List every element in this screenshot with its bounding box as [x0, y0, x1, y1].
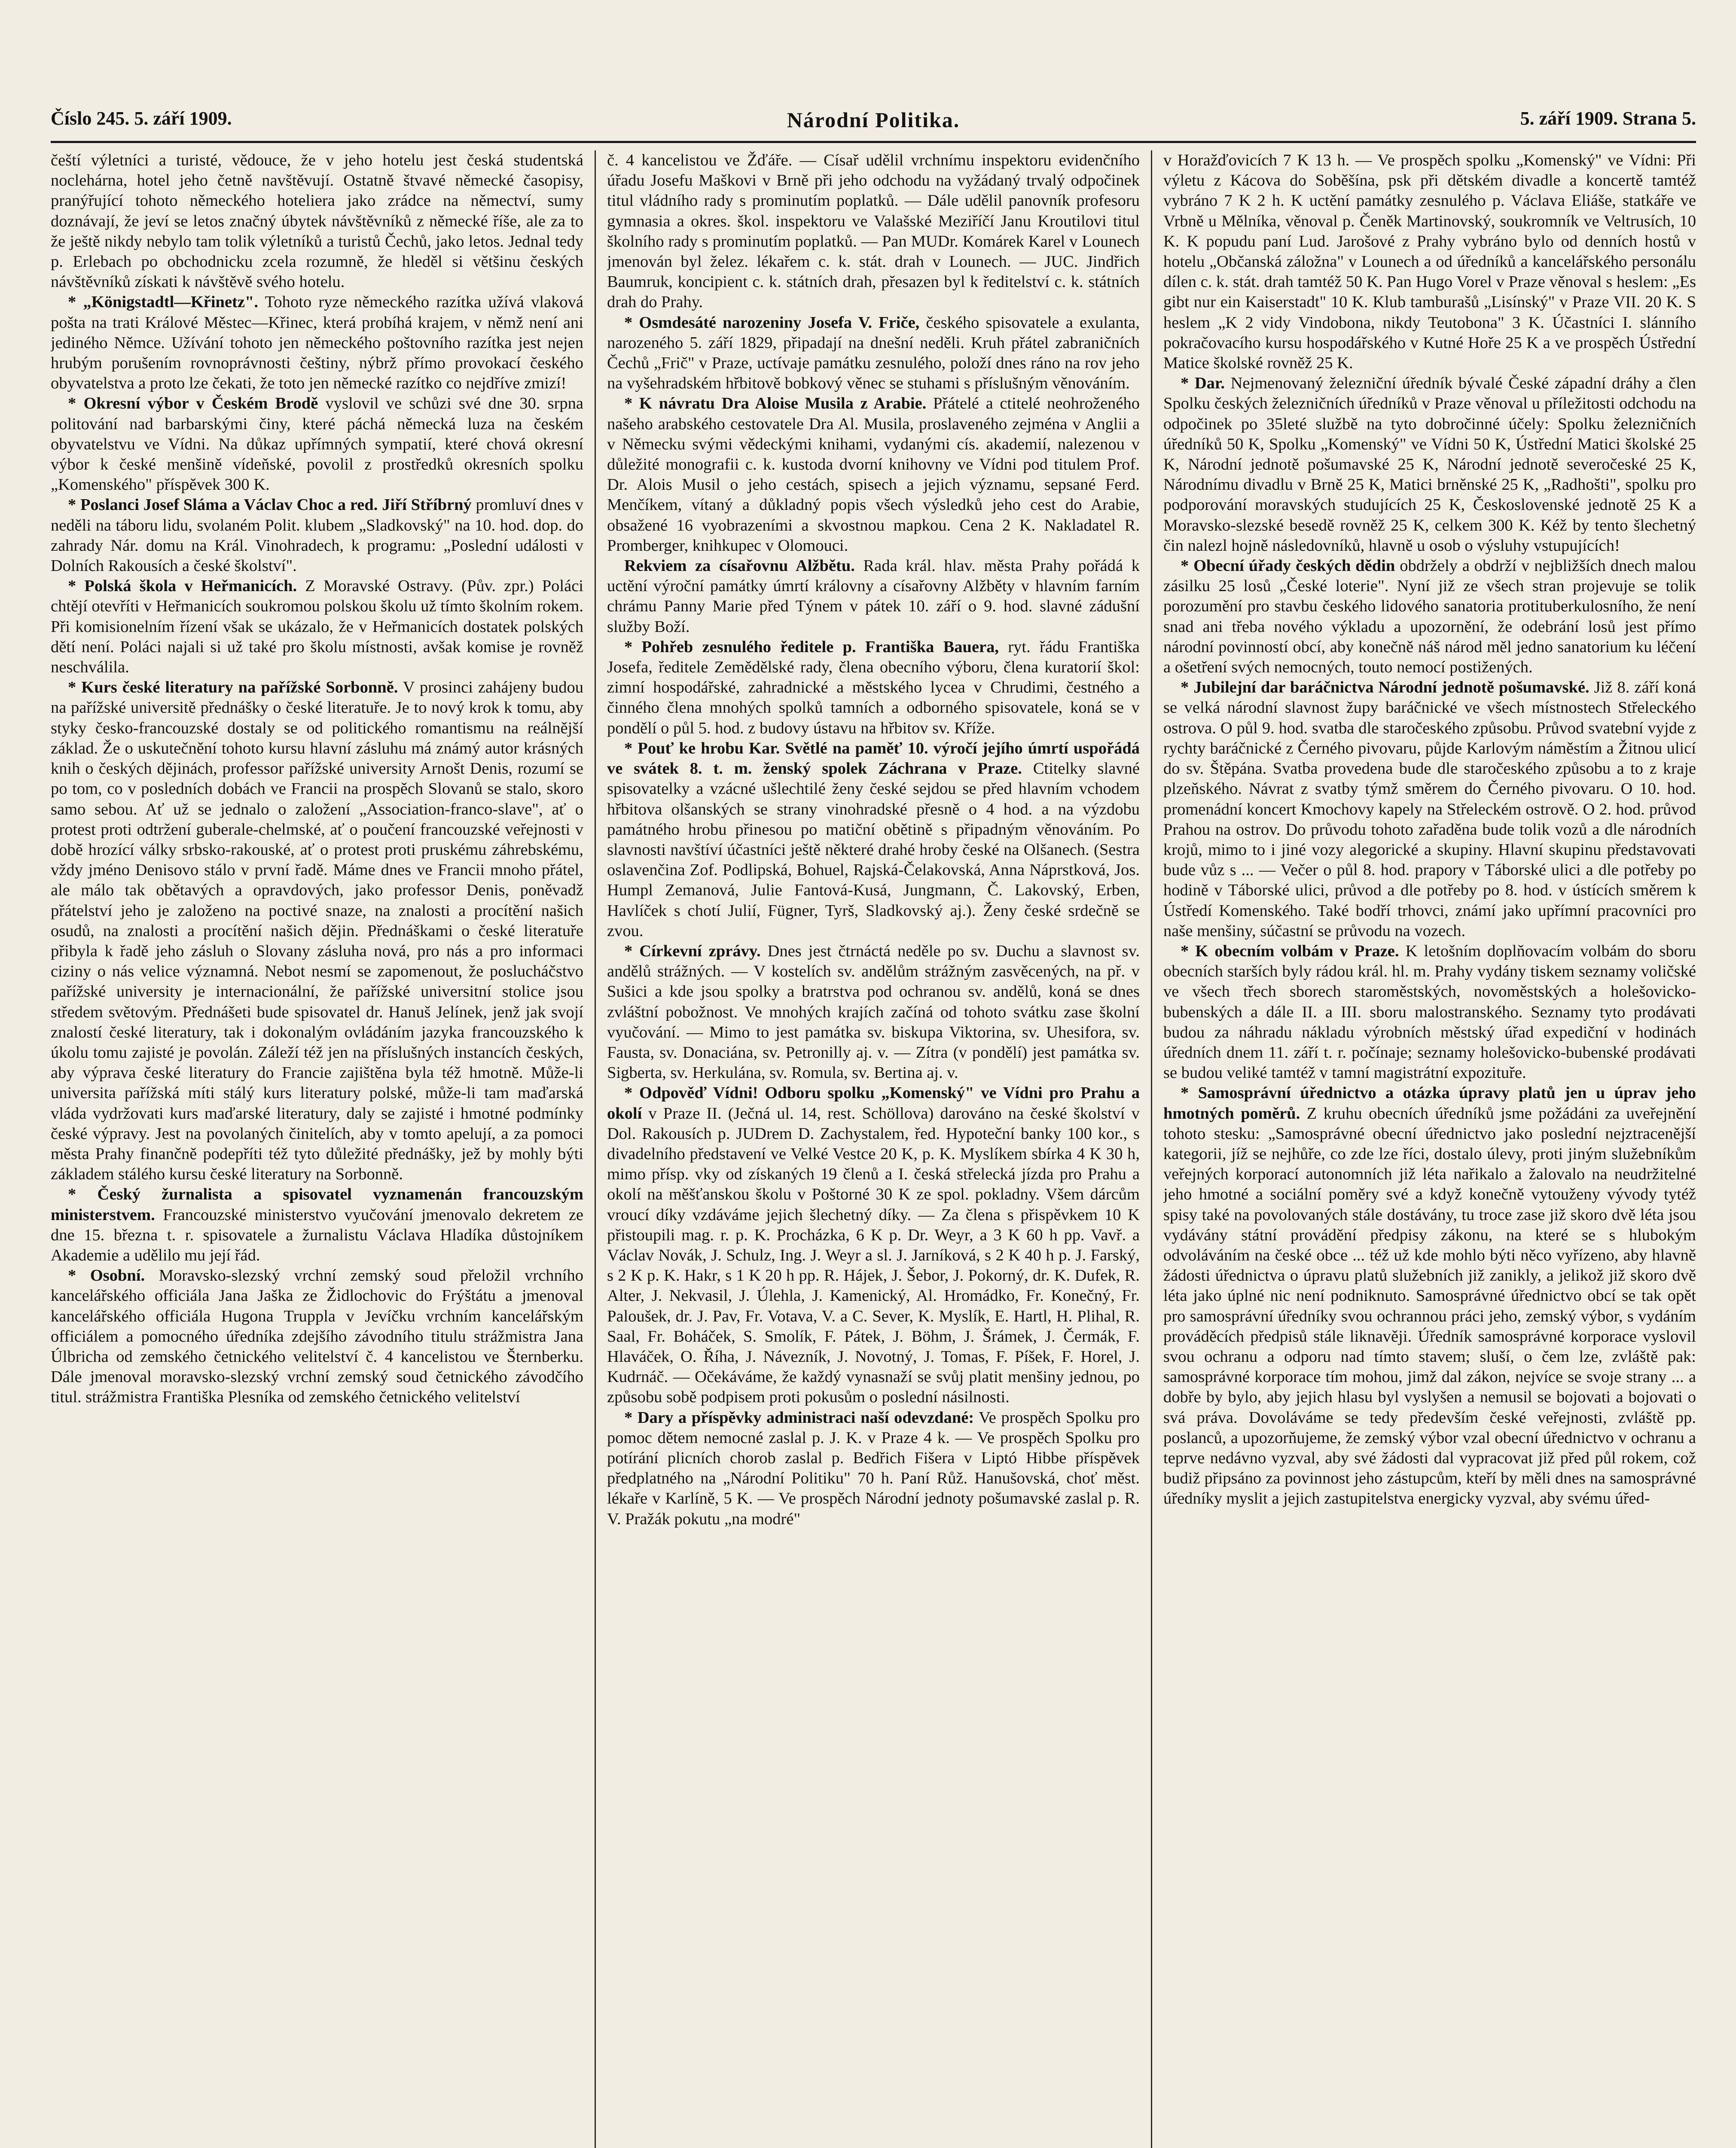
- article-text: Francouzské ministerstvo vyučování jmenovalo dekretem ze dne 15. března t. r. spisovatele a žurnalistu Václava Hladíka důstojníkem Akademie a udělilo mu její řád.: [51, 1205, 583, 1264]
- article-paragraph: [1163, 677, 1696, 941]
- article-text: v Praze II. (Ječná ul. 14, rest. Schöllova) darováno na české školství v Dol. Rakousích p. JUDrem D. Zachystalem, řed. Hypoteční banky 100 kor., s divadelního představení ve Velké Vestce 20 K, p. K. Myslíkem sbírka 4 K 30 h, mimo přísp. vky od získaných 19 členů a I. česká střelecká jízda pro Prahu a okolí na měšťanskou školu v Poštorné 30 K ze spol. pokladny. Všem dárcům vroucí díky vzdáváme jejich šlechetný díky. — Za člena s přispěvkem 10 K přistoupili mag. r. p. K. Procházka, 6 K p. Dr. Weyr, a 3 K 60 h pp. Vavř. a Václav Novák, J. Schulz, Ing. J. Weyr a sl. J. Jarníková, s 2 K 40 h p. J. Farský, s 2 K p. K. Hakr, s 1 K 20 h pp. R. Hájek, J. Šebor, J. Pokorný, dr. K. Dufek, R. Alter, J. Nekvasil, J. Úlehla, J. Kamenický, Al. Hromádko, Fr. Konečný, Fr. Paloušek, dr. J. Pav, Fr. Votava, V. a C. Sever, K. Myslík, E. Hartl, H. Plihal, R. Saal, Fr. Boháček, S. Smolík, F. Pátek, J. Böhm, J. Šrámek, J. Čermák, F. Hlaváček, O. Říha, J. Návezník, J. Novotný, J. Tomas, F. Píšek, F. Horel, J. Kudrnáč. — Očekáváme, že každý vynasnaží se svůj platit menšiny jednou, po způsobu sobě podpisem proti pokusům o poslední násilnosti.: [607, 1104, 1140, 1407]
- article-text: Dnes jest čtrnáctá neděle po sv. Duchu a slavnost sv. andělů strážných. — V kostelích sv. andělům strážným zasvěcených, na př. v Sušici a kde jsou spolky a bratrstva pod ochranou sv. andělů, koná se dnes zvláštní pobožnost. Ve mnohých krajích začíná od tohoto svátku zase školní vyučování. — Mimo to jest památka sv. biskupa Viktorina, sv. Uhesifora, sv. Fausta, sv. Donaciána, sv. Petronilly aj. v. — Zítra (v pondělí) jest památka sv. Sigberta, sv. Herkulána, sv. Romula, sv. Bertina aj. v.: [607, 942, 1140, 1082]
- page-date-number: 5. září 1909. Strana 5.: [1520, 108, 1696, 129]
- column-2: [607, 150, 1140, 2148]
- article-paragraph: [51, 576, 583, 677]
- article-heading: * Pouť ke hrobu Kar. Světlé na paměť 10. výročí jejího úmrtí uspořádá ve svátek 8. t. m. ženský spolek Záchrana v Praze.: [607, 739, 1140, 778]
- newspaper-page: [51, 107, 1696, 2148]
- header-rule: [51, 141, 1696, 143]
- article-heading: Rekviem za císařovnu Alžbětu.: [624, 557, 855, 575]
- column-1: [51, 150, 583, 2148]
- article-heading: * Kurs české literatury na pařížské Sorbonně.: [68, 678, 398, 697]
- article-heading: * Okresní výbor v Českém Brodě: [68, 394, 318, 413]
- article-paragraph: [1163, 556, 1696, 677]
- column-3: [1163, 150, 1696, 2148]
- column-divider: [595, 150, 596, 2148]
- running-head: [51, 107, 1696, 137]
- article-text: ryt. řádu Františka Josefa, ředitele Zemědělské rady, člena obecního výboru, člena kuratorií škol: zimní hospodářské, zahradnické a městského lycea v Chrudimi, čestného a činného člena mnohých spolků tamních a odborného spisovatele, koná se v pondělí o půl 5. hod. z budovy ústavu na hřbitov sv. Kříže.: [607, 638, 1140, 737]
- article-heading: * Samosprávní úřednictvo a otázka úpravy platů jen u úprav jeho hmotných poměrů.: [1163, 1084, 1696, 1123]
- article-text: Tohoto ryze německého razítka užívá vlaková pošta na trati Králové Městec—Křinec, která probíhá krajem, v němž není ani jediného Němce. Užívání tohoto jen německého poštovního razítka jest nejen hrubým porušením rovnoprávnosti češtiny, nýbrž přímo provokací českého obyvatelstva a proto lze čekati, že toto jen německé razítko co nejdříve zmizí!: [51, 293, 583, 393]
- article-text: Moravsko-slezský vrchní zemský soud přeložil vrchního kancelářského officiála Jana Jaška ze Židlochovic do Frýštátu a jmenoval kancelářského officiála Hugona Truppla v Jevíčku vrchním kancelářským officiálem a pomocného úředníka zdejšího závodního titulu strážmistra Jana Úlbricha od zemského četnického velitelství č. 4 kancelistou ve Šternberku. Dále jmenoval moravsko-slezský vrchní zemský soud četnického závodčího titul. strážmistra Františka Plesníka od zemského četnického velitelství: [51, 1266, 583, 1407]
- article-heading: * Osobní.: [68, 1266, 145, 1285]
- article-text: českého spisovatele a exulanta, narozeného 5. září 1829, připadají na dnešní neděli. Kruh přátel zabraničních Čechů „Frič" v Praze, uctívaje památku zesnulého, položí dnes ráno na rov jeho na vyšehradském hřbitově bobkový věnec se stuhami s příslušným věnováním.: [607, 313, 1140, 393]
- article-paragraph: [607, 150, 1140, 313]
- article-heading: * Církevní zprávy.: [624, 942, 761, 960]
- article-heading: * Odpověď Vídni! Odboru spolku „Komenský" ve Vídni pro Prahu a okolí: [607, 1084, 1140, 1123]
- article-text: V prosinci zahájeny budou na pařížské universitě přednášky o české literatuře. Je to nový krok k tomu, aby styky česko-francouzské dostaly se od politického romantismu na reálnější základ. Že o uskutečnění tohoto kursu hlavní zásluhu má známý autor krásných knih o českých dějinách, professor pařížské university Arnošt Denis, rozumí se po tom, co v posledních dobách ve Francii na prospěch Slovanů se stalo, skoro samo sebou. Ať už se jednalo o založení „Association-franco-slave", ať o protest proti odtržení guberale-chelmské, ať o poučení francouzské veřejnosti v době hrozící války srbsko-rakouské, ať o protest proti pruskému záhrebskému, vždy jméno Denisovo stálo v první řadě. Máme dnes ve Francii mnoho přátel, ale málo tak obětavých a opravdových, jako professor Denis, poněvadž přátelství jeho je založeno na poctivé snaze, na znalosti a procítění našich osudů, na znalosti a procítění našich dějin. Přednáškami o české literatuře přibyla k řadě jeho zásluh o Slovany zásluha nová, pro nás a pro informaci ciziny o nás velice významná. Nebot nesmí se zapomenout, že poslucháčstvo pařížské university je internacionální, že pařížské universitní stolice jsou středem světovým. Přednášeti bude spisovatel dr. Hanuš Jelínek, jenž jak svojí znalostí české literatury, tak i dokonalým ovládáním jazyka francouzského k úkolu tomu zajisté je povolán. Záleží též jen na příslušných instancích českých, aby výprava české literatury do Francie zajištěna byla též hmotně. Může-li universita pařížská míti stálý kurs literatury polské, může-li tam maďarská vláda vydržovati kurs maďarské literatury, daly se zajisté i hmotné podmínky české výpravy. Jest na povolaných činitelích, aby v tomto apelují, a za pomoci města Prahy finančně podepříti též tyto důležité přednášky, jež by mohly býti základem stálého kursu české literatury na Sorbonně.: [51, 678, 583, 1184]
- column-divider: [1151, 150, 1152, 2148]
- article-paragraph: [607, 556, 1140, 637]
- article-heading: * Polská škola v Heřmanicích.: [68, 577, 297, 595]
- article-paragraph: [607, 1083, 1140, 1407]
- article-text: K letošním doplňovacím volbám do sboru obecních starších byly rádou král. hl. m. Prahy vydány tiskem seznamy voličské ve všech třech sborech staroměstských, novoměstských a holešovicko-bubenských a dále II. a III. sboru malostranského. Seznamy tyto prodávati budou za náhradu nákladu výrobních městský úřad expediční v hodinách úředních dnem 11. září t. r. počínaje; seznamy holešovicko-bubenské prodávati se budou veliké tamtéž v tamní magistrátní expozituře.: [1163, 942, 1696, 1082]
- article-paragraph: [51, 495, 583, 576]
- article-heading: * Obecní úřady českých dědin: [1181, 557, 1395, 575]
- article-paragraph: [607, 313, 1140, 394]
- article-paragraph: [1163, 150, 1696, 373]
- article-heading: * Český žurnalista a spisovatel vyznamenán francouzským ministerstvem.: [51, 1185, 583, 1224]
- article-paragraph: [51, 150, 583, 292]
- article-paragraph: [1163, 373, 1696, 556]
- article-heading: * Jubilejní dar baráčnictva Národní jednotě pošumavské.: [1181, 678, 1590, 697]
- masthead-title: Národní Politika.: [787, 108, 960, 132]
- article-text: Ve prospěch Spolku pro pomoc dětem nemocné zaslal p. J. K. v Praze 4 k. — Ve prospěch Spolku pro potírání plicních chorob zaslal p. Bedřich Fišera v Liptó Hibbe příspěvek předplatného na „Národní Politiku" 70 h. Paní Růž. Hanušovská, choť měst. lékaře v Karlíně, 5 K. — Ve prospěch Národní jednoty pošumavské zaslal p. R. V. Pražák pokutu „na modré": [607, 1408, 1140, 1528]
- article-text: obdržely a obdrží v nejbližších dnech malou zásilku 25 losů „České loterie". Nyní již ze všech stran projevuje se tolik porozumění pro stavbu českého lidového sanatoria protituberkulosního, že není snad ani třeba nového výkladu a upozornění, že odebrání losů jest přímo národní povinností obcí, aby konečně náš národ měl jedno sanatorium ku léčení a ošetření svých nemocných, touto nemocí postižených.: [1163, 557, 1696, 677]
- article-paragraph: [607, 738, 1140, 941]
- article-paragraph: [51, 1266, 583, 1407]
- article-paragraph: [51, 1184, 583, 1266]
- article-heading: * Poslanci Josef Sláma a Václav Choc a red. Jiří Stříbrný: [68, 496, 472, 514]
- article-text: promluví dnes v neděli na táboru lidu, svolaném Polit. klubem „Sladkovský" na 10. hod. dop. do zahrady Nár. domu na Král. Vinohradech, k programu: „Poslední události v Dolních Rakousích a české školství".: [51, 496, 583, 575]
- article-paragraph: [51, 292, 583, 394]
- article-paragraph: [51, 394, 583, 495]
- article-text: Přátelé a ctitelé neohroženého našeho arabského cestovatele Dra Al. Musila, proslaveného zejména v Anglii a v Německu svými vědeckými knihami, vydanými cís. akademií, nalezenou v důležité monografii c. k. kustoda dvorní knihovny ve Vídni pod titulem Prof. Dr. Alois Musil o jeho cestách, spisech a jejich významu, sepsané Ferd. Menčíkem, vítaný a důkladný popis všech výsledků jeho cest do Arabie, obsažené 16 vyobrazeními a skvostnou mapkou. Cena 2 K. Nakladatel R. Promberger, knihkupec v Olomouci.: [607, 394, 1140, 555]
- article-text: Ctitelky slavné spisovatelky a vzácné ušlechtilé ženy české sejdou se před hlavním vchodem hřbitova olšanských se strany vinohradské přesně o 4 hod. a na výzdobu památného hrobu přinesou po matiční obětině s připadným věnováním. Po slavnosti navštíví účastníci ještě některé drahé hroby české na Olšanech. (Sestra oslavenčina Zof. Podlipská, Bohuel, Rajská-Čelakovská, Anna Náprstková, Jos. Humpl Zemanová, Julie Fantová-Kusá, Jungmann, Č. Lakovský, Erben, Havlíček s chotí Julií, Fügner, Tyrš, Sladkovský aj.). Ženy české srdečně se zvou.: [607, 760, 1140, 940]
- article-text: Z Moravské Ostravy. (Pův. zpr.) Poláci chtějí otevříti v Heřmanicích soukromou polskou školu už tímto školním rokem. Při komisionelním řízení však se ukázalo, že v Heřmanicích dostatek polských dětí není. Poláci najali si už také pro školu místnosti, avšak komise je rovněž neschválila.: [51, 577, 583, 677]
- article-heading: * „Königstadtl—Křinetz".: [68, 293, 258, 311]
- article-text: čeští výletníci a turisté, vědouce, že v jeho hotelu jest česká studentská noclehárna, hotel jeho četně navštěvují. Ostatně štvavé německé časopisy, pranýřující tohoto německého hoteliera jako zrádce na němectví, sumy doznávají, že jeví se letos značný úbytek návštěvníků z německé říše, ale za to že ještě nikdy nebylo tam tolik výletníků a turistů Čechů, jako letos. Jednal tedy p. Erlebach po obchodnicku zcela rozumně, že hleděl si většinu českých návštěvníků získati k návštěvě svého hotelu.: [51, 151, 583, 291]
- article-text: Z kruhu obecních úředníků jsme požádáni za uveřejnění tohoto stesku: „Samosprávné obecní úřednictvo jako poslední nejztracenější kategorii, jíž se nejhůře, co zde lze říci, dostalo úlevy, proti jiným služebníkům veřejných korporací autonomních již léta nařikalo a žalovalo na neudržitelné jeho hmotné a sociální poměry své a když konečně vytouženy vývody tytéž spisy také na povolovaných stále dostávány, tu troce zase již skoro dvě léta jsou vydávány státní provádění předpisy zákonu, na které se s hlubokým odvoláváním na české obce ... též už kde mohlo býti něco vyřízeno, aby hlavně žádosti úřednictva o úpravu platů služebních již zanikly, a jelikož již skoro dvě léta jako úplné nic není podniknuto. Samosprávné úřednictvo obcí se tak opět pro samosprávní úředníky svou ochrannou práci jeho, zemský výbor, s vydáním prováděcích předpisů stále liknavěji. Úředník samosprávné korporace vyslovil svou ochranu a odporu nad tímto stavem; sluší, o čem lze, zvláště pak: samosprávné korporace tím mohou, jimž dal zákon, nejvíce se svoje strany ... a dobře by bylo, aby jejich hlasu byl vyslyšen a nemusil se bojovati a bojovati o svá práva. Dovoláváme se tedy především české veřejnosti, zvláště pp. poslanců, a upozorňujeme, že zemský výbor vzal obecní úřednictvo v ochranu a teprve nedávno vyzval, aby své žádosti dal vypracovat již před půl rokem, což budiž připsáno za povinnost jeho zástupcům, kteří by měli dnes na samosprávné úředníky myslit a jejich zastupitelstva energicky vyzval, aby svému úřed-: [1163, 1104, 1696, 1508]
- issue-number-date: Číslo 245. 5. září 1909.: [51, 108, 232, 129]
- article-heading: * K návratu Dra Aloise Musila z Arabie.: [624, 394, 927, 413]
- article-paragraph: [607, 637, 1140, 738]
- article-paragraph: [607, 1408, 1140, 1529]
- article-text: č. 4 kancelistou ve Žďáře. — Císař udělil vrchnímu inspektoru evidenčního úřadu Josefu Maškovi v Brně při jeho odchodu na vyžádaný trvalý odpočinek titul vládního rady s prominutím poplatků. — Dále udělil panovník profesoru gymnasia a okres. škol. inspektoru ve Valašské Meziříčí Janu Kroutilovi titul školního rady s prominutím poplatků. — Pan MUDr. Komárek Karel v Lounech jmenován byl želez. lékařem c. k. stát. drah v Lounech. — JUC. Jindřich Baumruk, koncipient c. k. státních drah, přesazen byl k ředitelství c. k. státních drah do Prahy.: [607, 151, 1140, 311]
- article-text: v Horažďovicích 7 K 13 h. — Ve prospěch spolku „Komenský" ve Vídni: Při výletu z Kácova do Soběšína, psk při dětském divadle a koncertě tamtéž vybráno 7 K 2 h. K uctění památky zesnulého p. Václava Eliáše, statkáře ve Vrbně u Mělníka, věnoval p. Čeněk Martinovský, soukromník ve Veltrusích, 10 K. K popudu paní Lud. Jarošové z Prahy vybráno bylo od denních hostů v hotelu „Občanská záložna" v Lounech a od úředníků a kancelářského personálu dílen c. k. stát. drah tamtéž 50 K. Pan Hugo Vorel v Praze věnoval s heslem: „Es gibt nur ein Kaiserstadt" 10 K. Klub tamburašů „Lisínský" v Praze VII. 20 K. S heslem „K 2 vidy Vindobona, nikdy Teutobona" 3 K. Účastníci I. slánního pokračovacího kursu hospodářského v Kutné Hoře 25 K a ve prospěch Ústřední Matice školské rovněž 25 K.: [1163, 151, 1696, 372]
- article-paragraph: [1163, 941, 1696, 1083]
- article-text: Rada král. hlav. města Prahy pořádá k uctění výroční památky úmrtí královny a císařovny Alžběty v hlavním farním chrámu Panny Marie před Týnem v pátek 10. září o 9. hod. slavné zádušní služby Boží.: [607, 557, 1140, 636]
- article-paragraph: [1163, 1083, 1696, 1509]
- article-paragraph: [51, 677, 583, 1184]
- article-paragraph: [607, 941, 1140, 1083]
- article-heading: * K obecním volbám v Praze.: [1181, 942, 1399, 960]
- article-heading: * Osmdesáté narozeniny Josefa V. Friče,: [624, 313, 920, 332]
- article-heading: * Dar.: [1181, 374, 1225, 393]
- article-heading: * Pohřeb zesnulého ředitele p. Františka Bauera,: [624, 638, 999, 656]
- article-text: vyslovil ve schůzi své dne 30. srpna politování nad barbarskými činy, které páchá německá luza na českém obyvatelstvu ve Vídni. Na důkaz upřímných sympatií, které chová okresní výbor k české menšině vídeňské, povolil z prostředků okresních spolku „Komenského" příspěvek 300 K.: [51, 394, 583, 494]
- article-text: Již 8. září koná se velká národní slavnost župy baráčnické ve všech místnostech Střeleckého ostrova. O půl 9. hod. svatba dle staročeského způsobu. Průvod svatební vyjde z rychty baráčnické z Černého pivovaru, půjde Karlovým náměstím a Žitnou ulicí do sv. Štěpána. Svatba provedena bude dle staročeského způsobu a to z kraje plzeňského. Návrat z svatby týmž směrem do Černého pivovaru. O 10. hod. promenádní koncert Kmochovy kapely na Střeleckém ostrově. O 2. hod. průvod Prahou na ostrov. Do průvodu tohoto zařaděna bude tolik vozů a dle národních krojů, mimo to i jiné vozy alegorické a skupiny. Hlavní skupinu představovati bude vůz s ... — Večer o půl 8. hod. prapory v Táborské ulici a dle potřeby po hodině v Táborské ulici, průvod a dle potřeby po 8. hod. v ústících směrem k Ústředí Komenského. Také bodří trhovci, známí jako upřímní pracovníci pro naše menšiny, súčastní se průvodu na vozech.: [1163, 678, 1696, 940]
- article-paragraph: [607, 394, 1140, 556]
- article-text: Nejmenovaný železniční úředník bývalé České západní dráhy a člen Spolku českých železničních úředníků v Praze věnoval u příležitosti odchodu na odpočinek po 35leté službě na tyto dobročinné účely: Spolku železničních úředníků 50 K, Spolku „Komenský" ve Vídni 50 K, Ústřední Matici školské 25 K, Národní jednotě pošumavské 25 K, Národní jednotě severočeské 25 K, Národnímu divadlu v Brně 25 K, Matici brněnské 25 K, „Radhošti", spolku pro podporování moravských studujících 25 K, Československé jednotě 25 K a Moravsko-slezské besedě rovněž 25 K, celkem 300 K. Kéž by tento šlechetný čin nalezl hojně následovníků, hlavně u osob o výsluhy vstupujících!: [1163, 374, 1696, 555]
- article-heading: * Dary a příspěvky administraci naší odevzdané:: [624, 1408, 974, 1427]
